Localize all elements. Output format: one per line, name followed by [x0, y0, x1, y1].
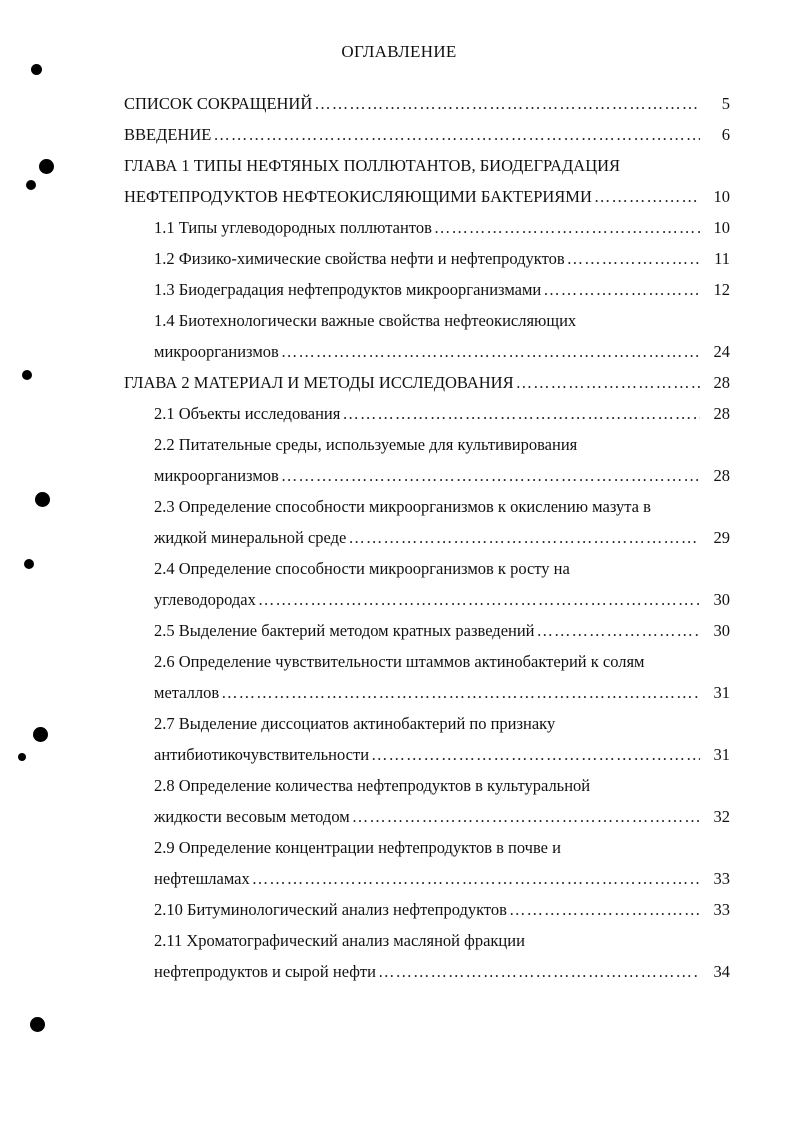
toc-entry-title-line: 2.8 Определение количества нефтепродуктов в культуральной — [154, 776, 591, 795]
punch-hole-mark — [39, 159, 54, 174]
toc-entry — [154, 708, 730, 770]
toc-entry — [154, 770, 730, 832]
dot-leader — [371, 739, 700, 770]
toc-page-number: 33 — [713, 869, 730, 888]
toc-entry-title: ВВЕДЕНИЕ — [124, 125, 212, 144]
toc-entry — [124, 88, 730, 119]
toc-page-number: 29 — [713, 528, 730, 547]
toc-page-number: 5 — [721, 94, 730, 113]
punch-hole-mark — [26, 180, 36, 190]
toc-entry-title: микроорганизмов — [154, 466, 279, 485]
toc-entry — [154, 832, 730, 894]
toc-entry — [154, 925, 730, 987]
dot-leader — [567, 243, 700, 274]
toc-page-number: 30 — [713, 621, 730, 640]
toc-entry-title-line: 2.9 Определение концентрации нефтепродуктов в почве и — [154, 838, 561, 857]
dot-leader — [516, 367, 700, 398]
toc-entry — [154, 274, 730, 305]
punch-hole-mark — [22, 370, 32, 380]
toc-page-number: 6 — [721, 125, 730, 144]
toc-entry-title: 1.3 Биодеградация нефтепродуктов микроорганизмами — [154, 280, 542, 299]
toc-entry-title: 2.10 Битуминологический анализ нефтепродуктов — [154, 900, 507, 919]
toc-entry-title: углеводородах — [154, 590, 256, 609]
toc-page-number: 12 — [713, 280, 730, 299]
toc-page-number: 34 — [713, 962, 730, 981]
toc-entry-title: ГЛАВА 2 МАТЕРИАЛ И МЕТОДЫ ИССЛЕДОВАНИЯ — [124, 373, 514, 392]
dot-leader — [281, 460, 700, 491]
toc-entry-title: 1.1 Типы углеводородных поллютантов — [154, 218, 432, 237]
toc-entry — [124, 119, 730, 150]
toc-entry-title: НЕФТЕПРОДУКТОВ НЕФТЕОКИСЛЯЮЩИМИ БАКТЕРИЯМИ — [124, 187, 592, 206]
toc-entry-title: микроорганизмов — [154, 342, 279, 361]
dot-leader — [213, 119, 700, 150]
toc-entry-title-line: 2.4 Определение способности микроорганизмов к росту на — [154, 559, 570, 578]
toc-entry-title-line: 2.2 Питательные среды, используемые для культивирования — [154, 435, 578, 454]
dot-leader — [352, 801, 700, 832]
toc-entry — [154, 894, 730, 925]
toc-entry-title-line: 2.3 Определение способности микроорганизмов к окислению мазута в — [154, 497, 651, 516]
dot-leader — [348, 522, 700, 553]
punch-hole-mark — [30, 1017, 45, 1032]
toc-entry-title-line: ГЛАВА 1 ТИПЫ НЕФТЯНЫХ ПОЛЛЮТАНТОВ, БИОДЕГРАДАЦИЯ — [124, 156, 621, 175]
toc-entry-title: нефтепродуктов и сырой нефти — [154, 962, 376, 981]
toc-entry — [124, 367, 730, 398]
toc-entry-title: 1.2 Физико-химические свойства нефти и нефтепродуктов — [154, 249, 565, 268]
toc-entry-title-line: 2.6 Определение чувствительности штаммов актинобактерий к солям — [154, 652, 645, 671]
toc-entry-title: нефтешламах — [154, 869, 250, 888]
toc-page-number: 11 — [714, 249, 730, 268]
toc-page-number: 10 — [713, 187, 730, 206]
toc-entry — [154, 429, 730, 491]
toc-page-number: 32 — [713, 807, 730, 826]
toc-entry — [154, 491, 730, 553]
toc-entry — [154, 553, 730, 615]
toc-entry-title: жидкости весовым методом — [154, 807, 350, 826]
toc-entry — [154, 615, 730, 646]
toc-entry-title-line: 1.4 Биотехнологически важные свойства нефтеокисляющих — [154, 311, 577, 330]
dot-leader — [378, 956, 700, 987]
dot-leader — [281, 336, 700, 367]
toc-entry-title: металлов — [154, 683, 220, 702]
punch-hole-mark — [33, 727, 48, 742]
toc-page-number: 33 — [713, 900, 730, 919]
dot-leader — [594, 181, 700, 212]
toc-page-number: 28 — [713, 404, 730, 423]
dot-leader — [537, 615, 700, 646]
punch-hole-mark — [35, 492, 50, 507]
toc-entry — [154, 398, 730, 429]
toc-page-number: 30 — [713, 590, 730, 609]
toc-entry-title: 2.5 Выделение бактерий методом кратных разведений — [154, 621, 535, 640]
dot-leader — [509, 894, 700, 925]
toc-entry-title: 2.1 Объекты исследования — [154, 404, 341, 423]
dot-leader — [258, 584, 700, 615]
toc-entry-title: СПИСОК СОКРАЩЕНИЙ — [124, 94, 313, 113]
toc-page-number: 31 — [713, 683, 730, 702]
toc-page-number: 10 — [713, 218, 730, 237]
dot-leader — [543, 274, 700, 305]
dot-leader — [434, 212, 700, 243]
page-title: ОГЛАВЛЕНИЕ — [341, 42, 457, 61]
dot-leader — [221, 677, 700, 708]
toc-entry — [154, 212, 730, 243]
toc-page-number: 24 — [713, 342, 730, 361]
toc-entry — [154, 646, 730, 708]
punch-hole-mark — [31, 64, 42, 75]
toc-entry — [154, 305, 730, 367]
toc-entry — [154, 243, 730, 274]
toc-page-number: 31 — [713, 745, 730, 764]
dot-leader — [314, 88, 700, 119]
punch-hole-mark — [18, 753, 26, 761]
dot-leader — [252, 863, 700, 894]
toc-page-number: 28 — [713, 373, 730, 392]
toc-entry-title-line: 2.11 Хроматографический анализ масляной фракции — [154, 931, 525, 950]
toc-entry-title-line: 2.7 Выделение диссоциатов актинобактерий по признаку — [154, 714, 556, 733]
toc-page-number: 28 — [713, 466, 730, 485]
dot-leader — [342, 398, 700, 429]
punch-hole-mark — [24, 559, 34, 569]
toc-entry — [124, 150, 730, 212]
toc-entry-title: антибиотикочувствительности — [154, 745, 370, 764]
toc-entry-title: жидкой минеральной среде — [154, 528, 347, 547]
